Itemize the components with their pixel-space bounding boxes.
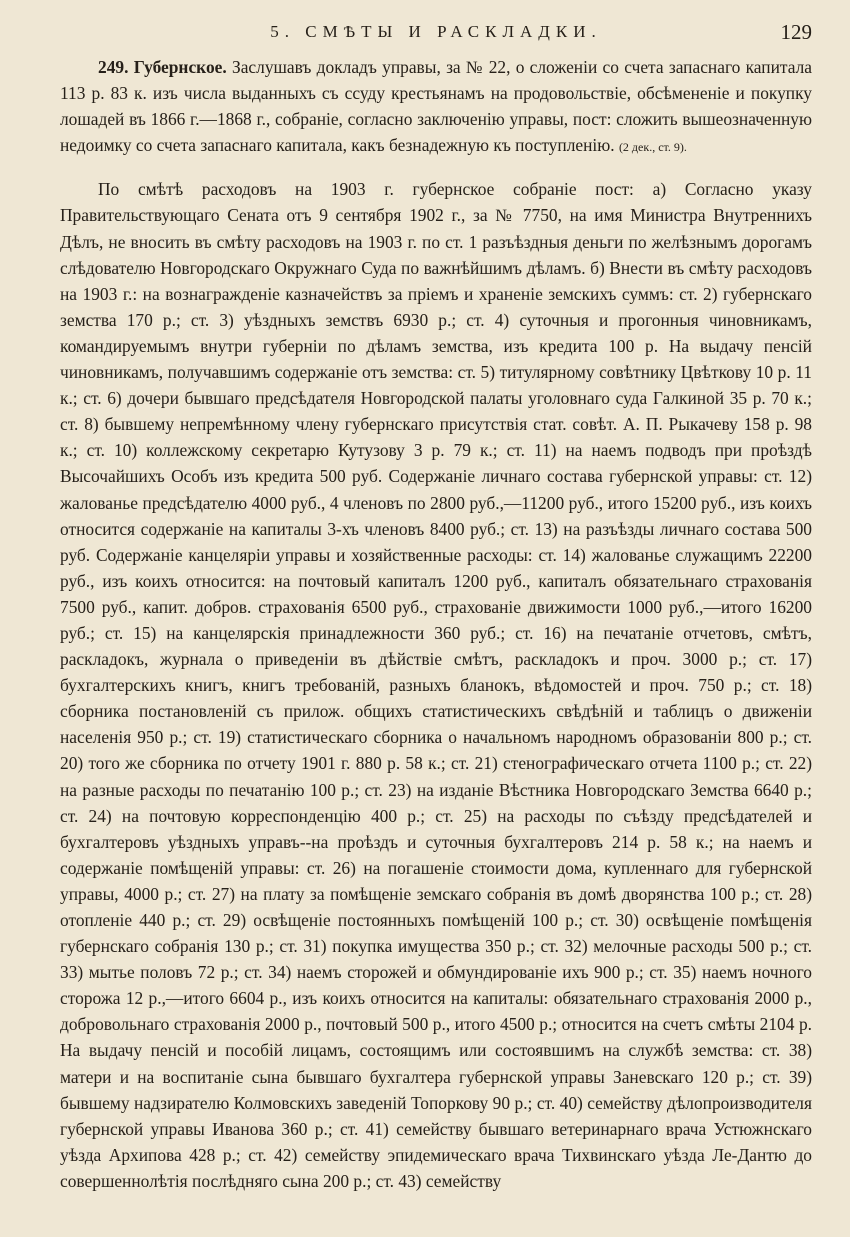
paragraph-249 bbox=[60, 54, 812, 160]
page-number: 129 bbox=[780, 20, 812, 44]
running-title: 5. СМѢТЫ И РАСКЛАДКИ. bbox=[270, 22, 602, 41]
paragraph-number: 249. bbox=[98, 57, 129, 77]
paragraph-budget: По смѣтѣ расходовъ на 1903 г. губернское собраніе пост: а) Согласно указу Правительствующаго Сената отъ 9 сентября 1902 г., за № 7750, на имя Министра Внутреннихъ Дѣлъ, не вносить въ смѣту расходовъ на 1903 г. по ст. 1 разъѣздныя деньги по желѣзнымъ дорогамъ слѣдователю Новгородскаго Окружнаго Суда по важнѣйшимъ дѣламъ. б) Внести въ смѣту расходовъ на 1903 г.: на вознагражденіе казначействъ за пріемъ и храненіе земскихъ суммъ: ст. 2) губернскаго земства 170 р.; ст. 3) уѣздныхъ земствъ 6930 р.; ст. 4) суточныя и прогонныя чиновникамъ, командируемымъ внутри губерніи по дѣламъ земства, изъ кредита 100 р. На выдачу пенсій чиновникамъ, получавшимъ содержаніе отъ земства: ст. 5) титулярному совѣтнику Цвѣткову 10 р. 11 к.; ст. 6) дочери бывшаго предсѣдателя Новгородской палаты уголовнаго суда Галкиной 35 р. 70 к.; ст. 8) бывшему непремѣнному члену губернскаго присутствія стат. совѣт. А. П. Рыкачеву 158 р. 98 к.; ст. 10) коллежскому секретарю Кутузову 3 р. 79 к.; ст. 11) на наемъ подводъ при проѣздѣ Высочайшихъ Особъ изъ кредита 500 руб. Содержаніе личнаго состава губернской управы: ст. 12) жалованье предсѣдателю 4000 руб., 4 членовъ по 2800 руб.,—11200 руб., итого 15200 руб., изъ коихъ относится содержаніе на капиталы 3-хъ членовъ 8400 руб.; ст. 13) на разъѣзды личнаго состава 500 руб. Содержаніе канцеляріи управы и хозяйственные расходы: ст. 14) жалованье служащимъ 22200 руб., изъ коихъ относится: на почтовый капиталъ 1200 руб., капиталъ обязательнаго страхованія 7500 руб., капит. добров. страхованія 6500 руб., страхованіе движимости 1000 руб.,—итого 16200 руб.; ст. 15) на канцелярскія принадлежности 360 руб.; ст. 16) на печатаніе отчетовъ, смѣтъ, раскладокъ, журнала о приведеніи въ дѣйствіе смѣтъ, раскладокъ и проч. 3000 р.; ст. 17) бухгалтерскихъ книгъ, книгъ требованій, разныхъ бланокъ, вѣдомостей и проч. 750 р.; ст. 18) сборника постановленій съ прилож. общихъ статистическихъ свѣдѣній и таблицъ о движеніи населенія 950 р.; ст. 19) статистическаго сборника о начальномъ народномъ образованіи 800 р.; ст. 20) того же сборника по отчету 1901 г. 880 р. 58 к.; ст. 21) стенографическаго отчета 1100 р.; ст. 22) на разные расходы по печатанію 100 р.; ст. 23) на изданіе Вѣстника Новгородскаго Земства 6640 р.; ст. 24) на почтовую корреспонденцію 400 р.; ст. 25) на расходы по съѣзду предсѣдателей и бухгалтеровъ уѣздныхъ управъ--на проѣздъ и суточныя бухгалтеровъ 214 р. 58 к.; на наемъ и содержаніе помѣщеній управы: ст. 26) на погашеніе стоимости дома, купленнаго для губернской управы, 4000 р.; ст. 27) на плату за помѣщеніе земскаго собранія въ домѣ дворянства 100 р.; ст. 28) отопленіе 440 р.; ст. 29) освѣщеніе постоянныхъ помѣщеній 100 р.; ст. 30) освѣщеніе помѣщенія губернскаго собранія 130 р.; ст. 31) покупка имущества 350 р.; ст. 32) мелочные расходы 500 р.; ст. 33) мытье половъ 72 р.; ст. 34) наемъ сторожей и обмундированіе ихъ 900 р.; ст. 35) наемъ ночного сторожа 12 р.,—итого 6604 р., изъ коихъ относится на капиталы: обязательнаго страхованія 2000 р., добровольнаго страхованія 2000 р., почтовый 500 р., итого 4500 р.; относится на счетъ смѣты 2104 р. На выдачу пенсій и пособій лицамъ, состоящимъ или состоявшимъ на службѣ земства: ст. 38) матери и на воспитаніе сына бывшаго бухгалтера губернской управы Заневскаго 120 р.; ст. 39) бывшему надзирателю Колмовскихъ заведеній Топоркову 90 р.; ст. 40) семейству дѣлопроизводителя губернской управы Иванова 360 р.; ст. 41) семейству бывшаго ветеринарнаго врача Устюжнскаго уѣзда Архипова 428 р.; ст. 42) семейству эпидемическаго врача Тихвинскаго уѣзда Ле-Дантю до совершеннолѣтія послѣдняго сына 200 р.; ст. 43) семейству bbox=[60, 179, 812, 1191]
running-header bbox=[60, 20, 812, 54]
paragraph-text: Заслушавъ докладъ управы, за № 22, о сложеніи со счета запаснаго капитала 113 р. 83 к. изъ числа выданныхъ съ ссуду крестьянамъ на продовольствіе, обсѣмененіе и покупку лошадей въ 1866 г.—1868 г., собраніе, согласно заключенію управы, пост: сложить вышеозначенную недоимку со счета запаснаго капитала, какъ безнадежную къ поступленію. bbox=[60, 57, 812, 156]
paragraph-lead: Губернское. bbox=[133, 57, 227, 77]
paragraph-citation: (2 дек., ст. 9). bbox=[618, 140, 687, 155]
